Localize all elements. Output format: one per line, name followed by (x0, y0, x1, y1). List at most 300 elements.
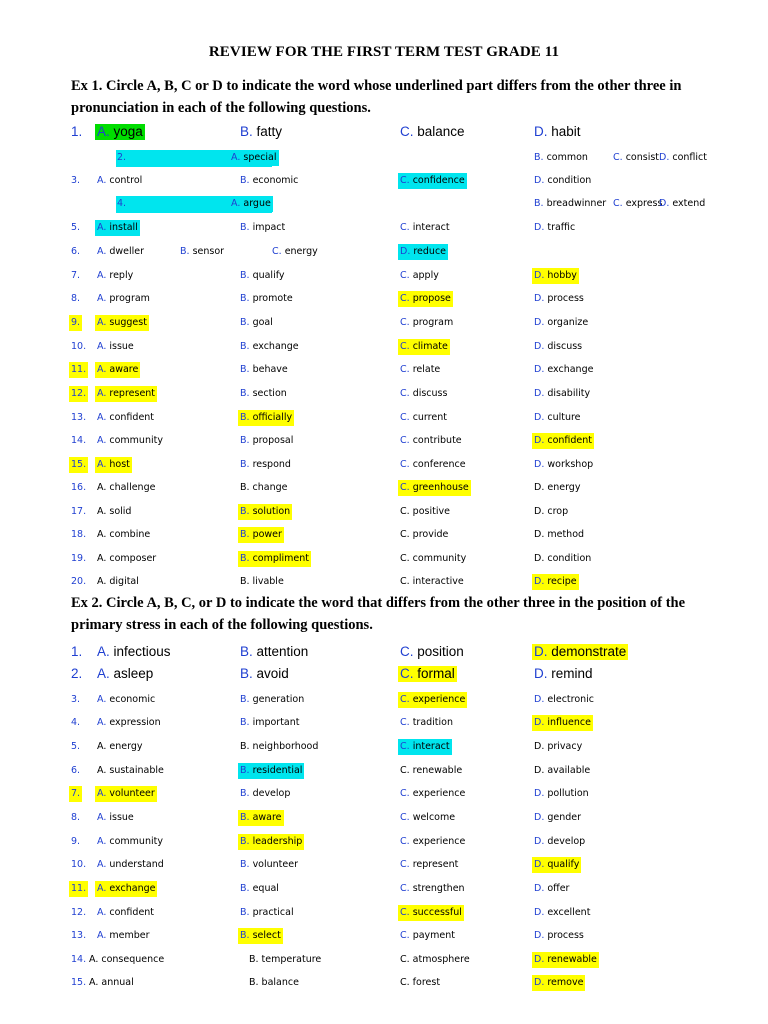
option-a-text: A. yoga (97, 124, 143, 139)
option-a (97, 430, 163, 452)
option-c-text: C. payment (400, 930, 456, 941)
question-number (71, 548, 86, 570)
question-row (0, 925, 768, 947)
option-c (400, 925, 455, 947)
option-a-text: A. represent (95, 386, 157, 402)
question-number (71, 571, 86, 593)
option-d-text: D. habit (534, 124, 581, 139)
option-a-text: A. program (97, 293, 150, 304)
option-a (89, 972, 134, 994)
question-number-text: 10. (71, 859, 87, 870)
option-c (400, 949, 470, 971)
option-c (613, 147, 659, 169)
question-number-text: 1. (71, 644, 83, 659)
question-number-text: 18. (71, 529, 87, 540)
option-a-text: A. dweller (97, 246, 145, 257)
question-number-text: 7. (69, 786, 82, 802)
option-b (240, 312, 273, 334)
question-row (0, 663, 768, 685)
question-number-text: 20. (71, 576, 87, 587)
question-number-text: 2. (71, 666, 83, 681)
question-row (0, 641, 768, 663)
option-c-text: C. interact (400, 222, 450, 233)
question-row (0, 217, 768, 239)
option-c (400, 312, 453, 334)
option-a (97, 407, 154, 429)
option-b (180, 241, 224, 263)
option-c (400, 831, 465, 853)
question-number-text: 9. (71, 836, 81, 847)
option-a (97, 925, 150, 947)
option-c (400, 760, 462, 782)
option-d (534, 121, 581, 143)
option-b-text: B. promote (240, 293, 293, 304)
option-a-text: A. asleep (97, 666, 154, 681)
option-a (97, 641, 171, 663)
option-b (240, 571, 284, 593)
option-d (534, 217, 575, 239)
option-c-text: C. program (400, 317, 454, 328)
question-number-text: 4. (71, 717, 81, 728)
option-d-text: D. crop (534, 506, 569, 517)
option-b-text: B. respond (240, 459, 291, 470)
option-d (534, 663, 593, 685)
question-row (0, 312, 768, 334)
option-a-text: A. digital (97, 576, 139, 587)
option-b (240, 760, 304, 782)
question-number-text: 5. (71, 741, 81, 752)
question-row (0, 712, 768, 734)
question-number-text: 11. (69, 881, 88, 897)
option-d (534, 383, 590, 405)
question-number (71, 949, 86, 971)
question-number (71, 359, 88, 381)
option-a-text: A. sustainable (97, 765, 164, 776)
option-d (534, 972, 585, 994)
option-c-text: C. experience (398, 692, 467, 708)
option-b (240, 712, 300, 734)
question-number-text: 3. (71, 175, 81, 186)
option-c-text: C. conference (400, 459, 466, 470)
option-a-text: A. combine (97, 529, 151, 540)
option-c (400, 407, 447, 429)
option-d-text: D. influence (532, 715, 593, 731)
option-a (97, 454, 132, 476)
option-d-text: D. remove (532, 975, 585, 991)
question-row (0, 241, 768, 263)
option-a (97, 663, 153, 685)
option-a-text: A. host (95, 457, 132, 473)
option-d (534, 170, 591, 192)
question-row (0, 407, 768, 429)
option-d-text: D. develop (534, 836, 586, 847)
option-b (240, 383, 287, 405)
option-c (400, 641, 464, 663)
option-d-text: D. disability (534, 388, 591, 399)
option-a (97, 383, 157, 405)
option-c (400, 501, 450, 523)
question-number (71, 407, 86, 429)
option-d-text: D. workshop (534, 459, 594, 470)
option-c (613, 193, 662, 215)
option-b (240, 121, 282, 143)
option-c (400, 477, 471, 499)
option-d (534, 641, 628, 663)
question-number (71, 760, 80, 782)
question-row (0, 359, 768, 381)
option-d-text: D. offer (534, 883, 570, 894)
option-c (400, 121, 465, 143)
question-number (71, 925, 86, 947)
option-a (97, 783, 157, 805)
option-d-text: D. process (534, 930, 584, 941)
option-c-text: C. climate (398, 339, 450, 355)
question-number (71, 241, 80, 263)
option-c-text: C. welcome (400, 812, 456, 823)
option-d (534, 524, 584, 546)
option-d-text: D. conflict (659, 152, 707, 163)
option-b (240, 430, 293, 452)
ex1-instruction: Ex 1. Circle A, B, C or D to indicate the word whose underlined part differs from the other three in pronunciation in each of the following questions. (71, 78, 682, 116)
option-c-text: C. atmosphere (400, 954, 470, 965)
option-b-text: B. generation (240, 694, 305, 705)
option-c (400, 170, 467, 192)
option-d (400, 241, 448, 263)
option-d (534, 359, 593, 381)
option-c (400, 383, 447, 405)
option-c (400, 878, 465, 900)
option-a (97, 831, 163, 853)
option-b (534, 193, 606, 215)
option-c-text: C. contribute (400, 435, 462, 446)
option-d-text: D. organize (534, 317, 589, 328)
question-number-text: 15. (69, 457, 88, 473)
option-a (97, 477, 155, 499)
option-d (534, 807, 581, 829)
question-number (71, 501, 86, 523)
option-d (534, 736, 582, 758)
question-row (0, 121, 768, 143)
question-number-text: 12. (69, 386, 88, 402)
option-a (97, 336, 134, 358)
option-a-text: A. consequence (89, 954, 165, 965)
option-b (249, 949, 321, 971)
option-d (534, 831, 585, 853)
option-a (231, 147, 279, 169)
option-b-text: B. balance (249, 977, 299, 988)
option-d-text: D. privacy (534, 741, 583, 752)
option-d-text: D. excellent (534, 907, 591, 918)
option-a (97, 241, 144, 263)
option-b (240, 170, 298, 192)
question-number-text: 15. (71, 977, 87, 988)
option-a (97, 760, 164, 782)
option-a-text: A. suggest (95, 315, 149, 331)
option-a (97, 689, 155, 711)
option-b (249, 972, 299, 994)
question-number (71, 524, 86, 546)
option-d-text: D. process (534, 293, 584, 304)
option-b-text: B. common (534, 152, 588, 163)
question-number-text: 16. (71, 482, 87, 493)
option-c-text: C. balance (400, 124, 465, 139)
option-c (400, 454, 466, 476)
option-b (240, 359, 288, 381)
option-d-text: D. energy (534, 482, 581, 493)
question-row (0, 736, 768, 758)
option-a (97, 736, 142, 758)
option-b (240, 783, 290, 805)
question-number-text: 8. (71, 812, 81, 823)
option-a-text: A. member (97, 930, 150, 941)
question-number (71, 736, 80, 758)
option-d-text: D. demonstrate (534, 644, 627, 659)
option-b-text: B. solution (238, 504, 292, 520)
option-a-text: A. argue (229, 196, 273, 212)
question-row (0, 288, 768, 310)
option-c-text: C. experience (400, 788, 466, 799)
option-c-text: C. relate (400, 364, 441, 375)
option-b-text: B. attention (240, 644, 309, 659)
question-row (0, 902, 768, 924)
option-b-text: B. proposal (240, 435, 294, 446)
option-b (240, 524, 284, 546)
question-number (71, 689, 80, 711)
question-number (71, 902, 86, 924)
option-c (400, 217, 450, 239)
option-d (534, 689, 594, 711)
option-a (97, 854, 164, 876)
option-d (534, 407, 581, 429)
question-row (0, 760, 768, 782)
question-row (0, 147, 768, 169)
option-b (240, 807, 284, 829)
option-d-text: D. remind (534, 666, 593, 681)
question-number (71, 312, 82, 334)
option-b (240, 336, 299, 358)
question-number (117, 147, 126, 169)
option-b-text: B. leadership (238, 834, 304, 850)
question-number (71, 663, 82, 685)
option-b-text: B. temperature (249, 954, 322, 965)
question-number-text: 14. (71, 435, 87, 446)
option-d-text: D. culture (534, 412, 581, 423)
option-b-text: B. goal (240, 317, 273, 328)
question-number (71, 217, 80, 239)
option-b (240, 878, 279, 900)
option-a-text: A. expression (97, 717, 161, 728)
question-number (71, 265, 80, 287)
option-b-text: B. develop (240, 788, 291, 799)
question-row (0, 807, 768, 829)
option-a (97, 807, 134, 829)
option-d-text: D. hobby (532, 268, 579, 284)
option-a-text: A. annual (89, 977, 134, 988)
option-b (240, 477, 288, 499)
option-b-text: B. change (240, 482, 288, 493)
option-d (534, 454, 593, 476)
option-d-text: D. recipe (532, 574, 579, 590)
option-c (400, 972, 440, 994)
question-number (71, 336, 86, 358)
option-a (89, 949, 164, 971)
question-number-text: 17. (71, 506, 87, 517)
option-c-text: C. successful (398, 905, 464, 921)
option-d (534, 712, 593, 734)
option-b-text: B. equal (240, 883, 279, 894)
question-row (0, 477, 768, 499)
option-c-text: C. represent (400, 859, 459, 870)
question-number-text: 3. (71, 694, 81, 705)
option-c (272, 241, 318, 263)
question-number (71, 477, 86, 499)
option-a (97, 501, 131, 523)
ex2-instruction: Ex 2. Circle A, B, C, or D to indicate the word that differs from the other three in the position of the primary stress in each of the following questions. (71, 595, 686, 633)
option-b (240, 641, 308, 663)
option-b-text: B. important (240, 717, 300, 728)
question-row (0, 265, 768, 287)
question-row (0, 878, 768, 900)
question-row (0, 689, 768, 711)
option-b-text: B. select (238, 928, 283, 944)
question-number-text: 6. (71, 246, 81, 257)
option-c-text: C. position (400, 644, 464, 659)
question-row (0, 501, 768, 523)
option-a-text: A. control (97, 175, 143, 186)
question-number-text: 19. (71, 553, 87, 564)
option-c (400, 359, 440, 381)
option-b (240, 288, 293, 310)
option-a (97, 548, 156, 570)
question-number-text: 7. (71, 270, 81, 281)
option-d (659, 193, 705, 215)
question-number-text: 13. (71, 930, 87, 941)
question-number-text: 5. (71, 222, 81, 233)
option-c-text: C. confidence (398, 173, 467, 189)
option-b (240, 217, 285, 239)
option-a-text: A. issue (97, 812, 134, 823)
option-a-text: A. issue (97, 341, 134, 352)
option-a (97, 712, 161, 734)
option-a-text: A. solid (97, 506, 132, 517)
option-a-text: A. infectious (97, 644, 171, 659)
question-row (0, 383, 768, 405)
option-d-text: D. exchange (534, 364, 594, 375)
option-a-text: A. challenge (97, 482, 156, 493)
option-b (240, 407, 294, 429)
option-c-text: C. renewable (400, 765, 463, 776)
option-d-text: D. discuss (534, 341, 583, 352)
option-d-text: D. pollution (534, 788, 589, 799)
option-c (400, 524, 448, 546)
option-b-text: B. aware (238, 810, 284, 826)
option-b-text: B. livable (240, 576, 284, 587)
option-d-text: D. method (534, 529, 585, 540)
question-number (71, 454, 88, 476)
option-a-text: A. community (97, 836, 163, 847)
option-b-text: B. breadwinner (534, 198, 607, 209)
option-c-text: C. forest (400, 977, 441, 988)
option-b (240, 548, 311, 570)
option-b-text: B. section (240, 388, 287, 399)
option-d (534, 949, 599, 971)
page-title: REVIEW FOR THE FIRST TERM TEST GRADE 11 (208, 44, 560, 60)
option-d (534, 783, 589, 805)
option-c-text: C. consist (613, 152, 660, 163)
option-b-text: B. economic (240, 175, 299, 186)
option-d-text: D. extend (659, 198, 706, 209)
option-a-text: A. understand (97, 859, 164, 870)
option-b-text: B. practical (240, 907, 294, 918)
question-number-text: 10. (71, 341, 87, 352)
question-number-text: 6. (71, 765, 81, 776)
question-row (0, 571, 768, 593)
option-c-text: C. current (400, 412, 447, 423)
option-a (97, 878, 157, 900)
option-d (534, 878, 569, 900)
option-b-text: B. volunteer (240, 859, 298, 870)
option-c (400, 807, 455, 829)
option-a (97, 217, 140, 239)
option-d (659, 147, 707, 169)
option-a-text: A. confident (97, 412, 155, 423)
question-number (71, 170, 80, 192)
question-row (0, 972, 768, 994)
option-d (534, 854, 581, 876)
option-a (97, 265, 133, 287)
option-a (97, 359, 140, 381)
option-c (400, 689, 467, 711)
option-a (97, 312, 149, 334)
question-number-text: 12. (71, 907, 87, 918)
option-b-text: B. sensor (180, 246, 225, 257)
question-number (71, 288, 80, 310)
option-c-text: C. energy (272, 246, 318, 257)
option-c-text: C. tradition (400, 717, 454, 728)
option-a-text: A. community (97, 435, 163, 446)
option-b-text: B. avoid (240, 666, 289, 681)
question-number-text: 14. (71, 954, 87, 965)
question-number (71, 121, 82, 143)
option-b (240, 689, 304, 711)
option-a-text: A. economic (97, 694, 156, 705)
option-b (240, 454, 291, 476)
option-c (400, 265, 439, 287)
option-b-text: B. fatty (240, 124, 283, 139)
question-number (117, 193, 126, 215)
question-number (71, 641, 82, 663)
option-b (240, 854, 298, 876)
option-c (400, 336, 450, 358)
option-a (97, 571, 139, 593)
option-b (240, 925, 283, 947)
option-c (400, 854, 458, 876)
option-a-text: A. exchange (95, 881, 157, 897)
option-d (534, 925, 584, 947)
question-row (0, 524, 768, 546)
option-c-text: C. interact (398, 739, 452, 755)
option-c (400, 663, 457, 685)
question-row (0, 430, 768, 452)
question-row (0, 170, 768, 192)
option-d (534, 477, 580, 499)
option-d-text: D. traffic (534, 222, 576, 233)
option-a (97, 902, 154, 924)
option-b-text: B. compliment (238, 551, 311, 567)
question-row (0, 336, 768, 358)
option-b-text: B. qualify (240, 270, 285, 281)
question-number-text: 13. (71, 412, 87, 423)
